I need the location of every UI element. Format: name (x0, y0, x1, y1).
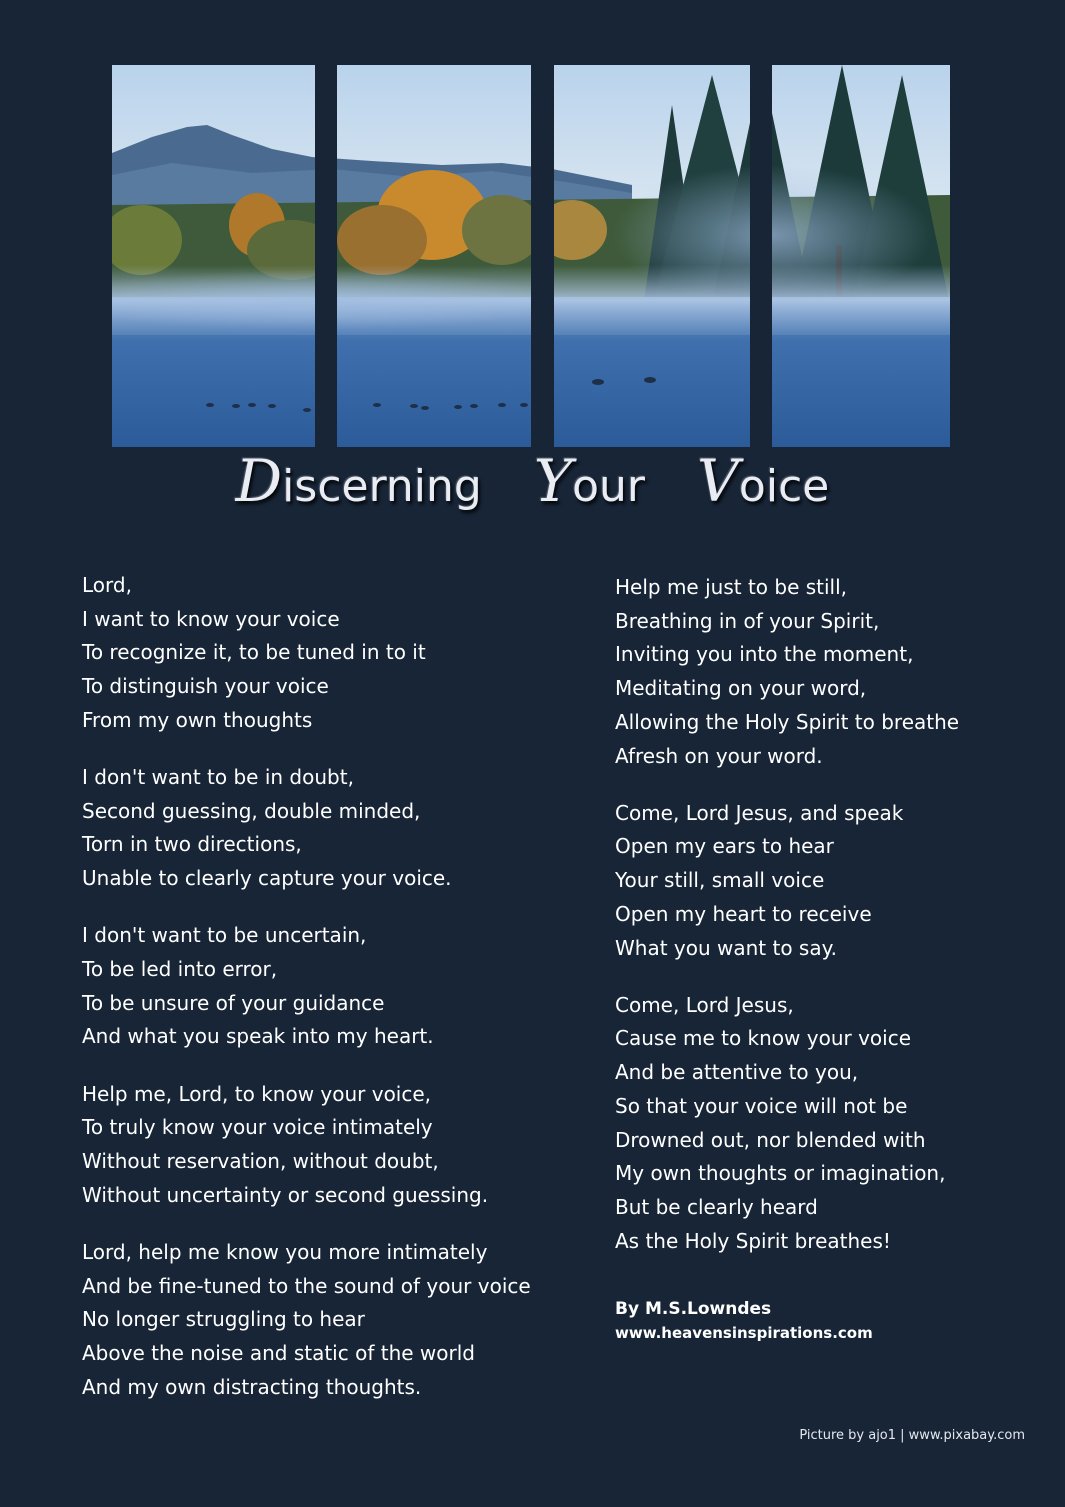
stanza (615, 797, 1055, 966)
poem-line: No longer struggling to hear (82, 1307, 365, 1332)
poem-line: Inviting you into the moment, (615, 642, 914, 667)
poem-line: Lord, (82, 573, 132, 597)
poem-line: Open my ears to hear (615, 834, 834, 859)
poem-line: Without reservation, without doubt, (82, 1149, 439, 1174)
poem-left-column (82, 569, 592, 1428)
title-initial: Y (533, 447, 573, 515)
title-word-3 (697, 447, 830, 515)
poem-line: But be clearly heard (615, 1194, 818, 1219)
poem-line: What you want to say. (615, 935, 837, 960)
poem-line: Come, Lord Jesus, (615, 992, 794, 1017)
poem-line: To recognize it, to be tuned in to it (82, 640, 426, 665)
landscape-photo (112, 65, 950, 447)
poem-line: Breathing in of your Spirit, (615, 608, 880, 633)
stanza (82, 1078, 592, 1213)
poem-line: Unable to clearly capture your voice. (82, 866, 452, 891)
poem-line: Afresh on your word. (615, 743, 823, 768)
stanza (82, 919, 592, 1054)
poem-line: Your still, small voice (615, 868, 825, 893)
poem-line: And be fine-tuned to the sound of your voice (82, 1273, 531, 1298)
poem-line: Help me, Lord, to know your voice, (82, 1081, 432, 1106)
poem-line: And what you speak into my heart. (82, 1024, 434, 1049)
poem-line: Drowned out, nor blended with (615, 1127, 926, 1152)
poem-line: I don't want to be in doubt, (82, 765, 354, 790)
byline (615, 1297, 873, 1345)
poem-line: And my own distracting thoughts. (82, 1374, 422, 1399)
website-url[interactable]: www.heavensinspirations.com (615, 1324, 873, 1342)
poem-line: Torn in two directions, (82, 832, 302, 857)
title-word-rest: oice (738, 461, 830, 512)
poem-line: Above the noise and static of the world (82, 1341, 475, 1366)
poem-line: Come, Lord Jesus, and speak (615, 800, 904, 825)
poem-line: As the Holy Spirit breathes! (615, 1228, 891, 1253)
poem-line: Second guessing, double minded, (82, 798, 421, 823)
poem-line: And be attentive to you, (615, 1060, 859, 1085)
poem-line: So that your voice will not be (615, 1093, 908, 1118)
poem-line: Meditating on your word, (615, 676, 867, 701)
poem-line: Without uncertainty or second guessing. (82, 1182, 489, 1207)
poem-line: I want to know your voice (82, 606, 340, 631)
title-word-1 (235, 447, 482, 515)
poem-line: To truly know your voice intimately (82, 1115, 433, 1140)
poem-line: From my own thoughts (82, 707, 313, 732)
poem-line: To be led into error, (82, 957, 278, 982)
photo-panel-2 (337, 65, 531, 447)
title-word-rest: our (572, 461, 646, 512)
author-name: By M.S.Lowndes (615, 1299, 772, 1319)
stanza (82, 1236, 592, 1405)
title-initial: D (235, 447, 283, 515)
poem-line: I don't want to be uncertain, (82, 923, 367, 948)
poem-line: To be unsure of your guidance (82, 990, 385, 1015)
poem-title (0, 447, 1065, 515)
title-word-rest: iscerning (282, 461, 482, 512)
stanza (82, 569, 592, 738)
title-word-2 (533, 447, 646, 515)
poem-line: Lord, help me know you more intimately (82, 1239, 488, 1264)
poem-line: My own thoughts or imagination, (615, 1161, 946, 1186)
poem-line: Cause me to know your voice (615, 1026, 912, 1051)
poem-right-column (615, 571, 1055, 1282)
photo-panel-4 (772, 65, 950, 447)
poem-line: Help me just to be still, (615, 575, 848, 599)
photo-panel-1 (112, 65, 315, 447)
stanza (615, 571, 1055, 773)
poem-line: Allowing the Holy Spirit to breathe (615, 709, 960, 734)
photo-credit: Picture by ajo1 | www.pixabay.com (799, 1428, 1025, 1443)
stanza (82, 761, 592, 896)
poem-line: Open my heart to receive (615, 901, 872, 926)
photo-panel-3 (554, 65, 750, 447)
poem-line: To distinguish your voice (82, 674, 329, 699)
stanza (615, 989, 1055, 1259)
title-initial: V (697, 447, 739, 515)
